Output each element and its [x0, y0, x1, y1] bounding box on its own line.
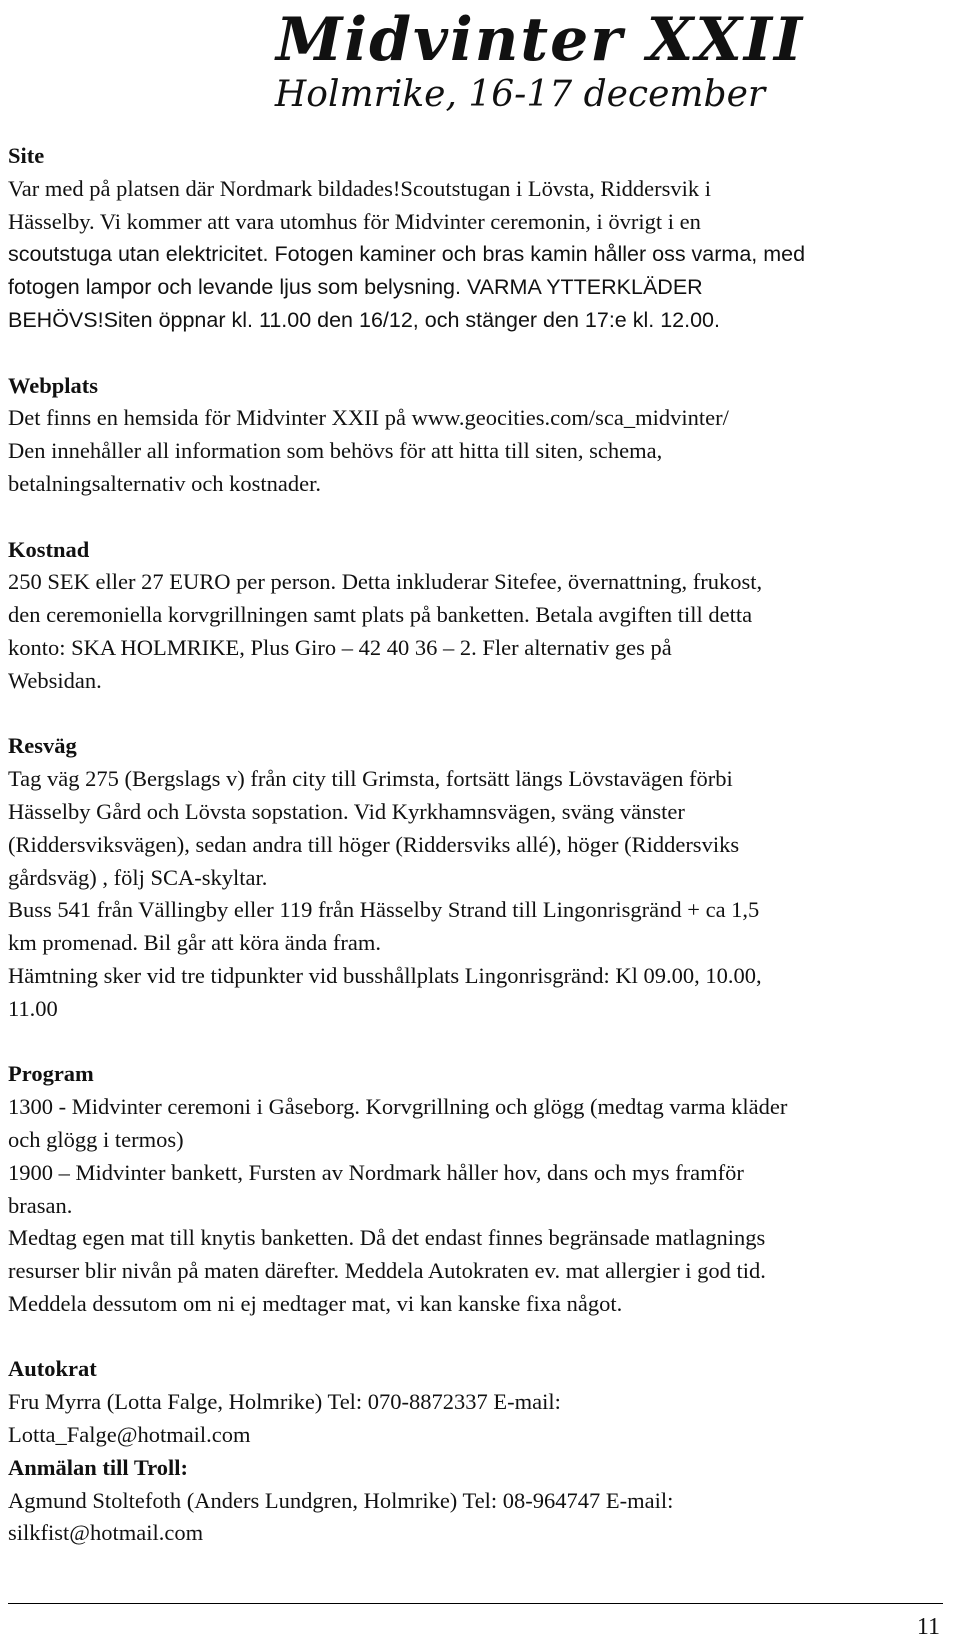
text-line: Hämtning sker vid tre tidpunkter vid busshållplats Lingonrisgränd: Kl 09.00, 10.00, [8, 962, 762, 988]
text-line: km promenad. Bil går att köra ända fram. [8, 930, 381, 956]
text-line: scoutstuga utan elektricitet. Fotogen kaminer och bras kamin håller oss varma, med [8, 242, 806, 267]
text-line: Det finns en hemsida för Midvinter XXII på www.geocities.com/sca_midvinter/ [8, 405, 729, 431]
section-heading: Autokrat [8, 1356, 97, 1382]
text-line: betalningsalternativ och kostnader. [8, 470, 322, 496]
page-title: Midvinter XXII [275, 5, 805, 75]
text-line: Buss 541 från Vällingby eller 119 från Hässelby Strand till Lingonrisgränd + ca 1,5 [8, 897, 760, 923]
text-line: Hässelby. Vi kommer att vara utomhus för Midvinter ceremonin, i övrigt i en [8, 208, 701, 234]
footer-divider [8, 1603, 943, 1604]
text-line: konto: SKA HOLMRIKE, Plus Giro – 42 40 36 – 2. Fler alternativ ges på [8, 634, 672, 660]
email-text: Lotta_Falge@hotmail.com [8, 1422, 251, 1448]
page-header [0, 4, 960, 122]
section-heading: Program [8, 1061, 94, 1087]
text-line: Hässelby Gård och Lövsta sopstation. Vid Kyrkhamnsvägen, sväng vänster [8, 798, 685, 824]
text-line: 11.00 [8, 995, 58, 1021]
section-webplats [8, 370, 943, 501]
text-line: 1900 – Midvinter bankett, Fursten av Nordmark håller hov, dans och mys framför [8, 1159, 744, 1185]
text-line: brasan. [8, 1192, 73, 1218]
text-line: BEHÖVS!Siten öppnar kl. 11.00 den 16/12, och stänger den 17:e kl. 12.00. [8, 307, 720, 332]
section-heading: Webplats [8, 372, 99, 398]
text-line: (Riddersviksvägen), sedan andra till höger (Riddersviks allé), höger (Riddersviks [8, 831, 740, 857]
text-line: Den innehåller all information som behövs för att hitta till siten, schema, [8, 438, 663, 464]
section-heading: Site [8, 143, 45, 168]
section-program [8, 1058, 943, 1320]
text-line: fotogen lampor och levande ljus som belysning. VARMA YTTERKLÄDER [8, 275, 703, 300]
text-line: Tag väg 275 (Bergslags v) från city till Grimsta, fortsätt längs Lövstavägen förbi [8, 766, 733, 792]
section-kostnad [8, 534, 943, 698]
text-line: Var med på platsen där Nordmark bildades!Scoutstugan i Lövsta, Riddersvik i [8, 175, 711, 201]
text-line: 250 SEK eller 27 EURO per person. Detta inkluderar Sitefee, övernattning, frukost, [8, 569, 763, 595]
document-body [8, 140, 943, 1583]
page-subtitle: Holmrike, 16-17 december [274, 74, 766, 115]
text-line: 1300 - Midvinter ceremoni i Gåseborg. Korvgrillning och glögg (medtag varma kläder [8, 1094, 788, 1120]
text-line: Meddela dessutom om ni ej medtager mat, vi kan kanske fixa något. [8, 1290, 623, 1316]
text-line: Agmund Stoltefoth (Anders Lundgren, Holmrike) Tel: 08-964747 E-mail: [8, 1487, 674, 1513]
text-line: Fru Myrra (Lotta Falge, Holmrike) Tel: 070-8872337 E-mail: [8, 1389, 561, 1415]
section-autokrat [8, 1353, 943, 1550]
text-line: Websidan. [8, 667, 102, 693]
section-heading-anmalan: Anmälan till Troll: [8, 1454, 189, 1480]
text-line: Medtag egen mat till knytis banketten. Då det endast finnes begränsade matlagnings [8, 1225, 766, 1251]
text-line: den ceremoniella korvgrillningen samt plats på banketten. Betala avgiften till detta [8, 602, 753, 628]
text-line: resurser blir nivån på maten därefter. Meddela Autokraten ev. mat allergier i god tid. [8, 1258, 766, 1284]
email-text: silkfist@hotmail.com [8, 1520, 204, 1546]
section-heading: Resväg [8, 733, 77, 759]
page-number: 11 [916, 1614, 940, 1640]
text-line: och glögg i termos) [8, 1126, 184, 1152]
section-resvag [8, 730, 943, 1025]
text-line: gårdsväg) , följ SCA-skyltar. [8, 864, 268, 890]
section-heading: Kostnad [8, 536, 90, 562]
section-site [8, 140, 943, 337]
